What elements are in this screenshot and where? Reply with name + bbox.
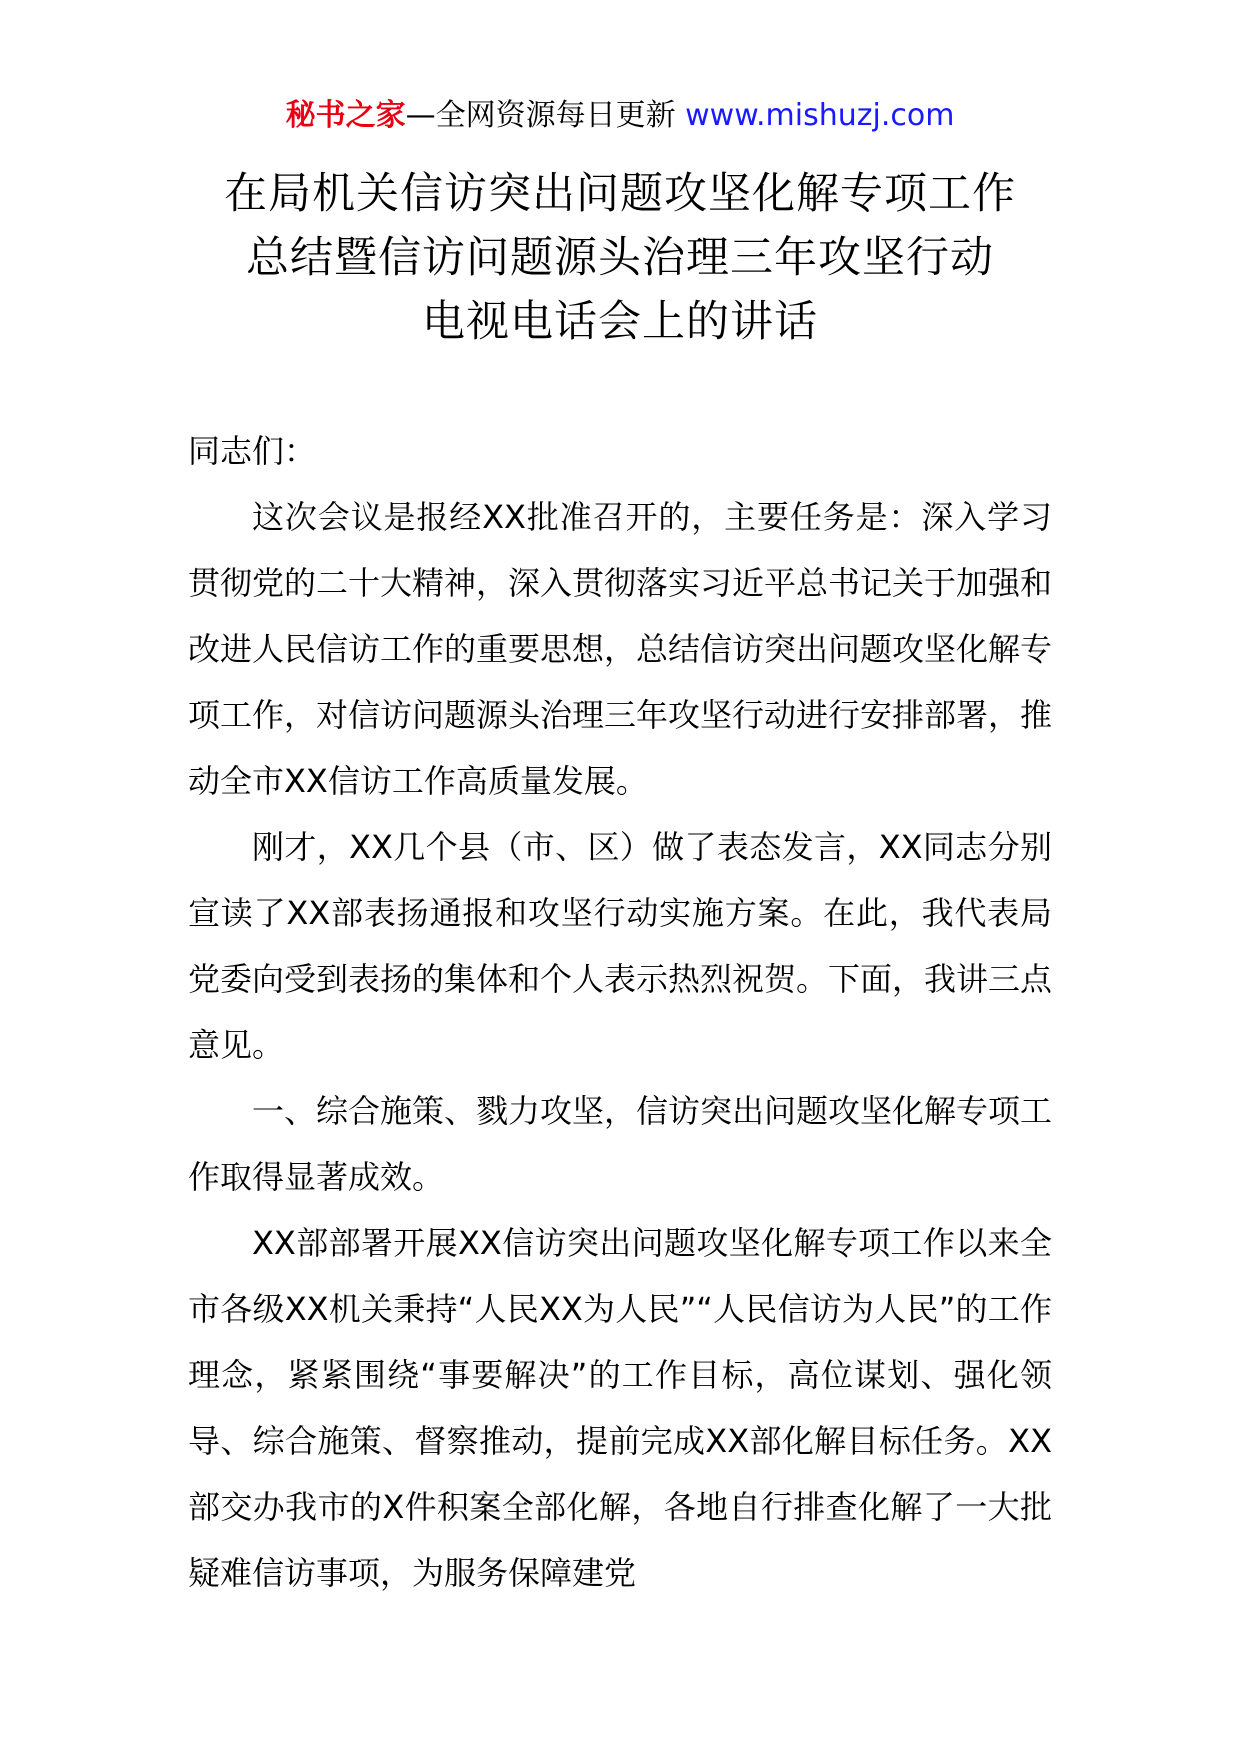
title-line-2: 总结暨信访问题源头治理三年攻坚行动	[246, 233, 994, 283]
title-line-3: 电视电话会上的讲话	[422, 297, 818, 347]
section-heading-1: 一、综合施策、戮力攻坚，信访突出问题攻坚化解专项工作取得显著成效。	[188, 1092, 1053, 1196]
paragraph-1: 这次会议是报经XX批准召开的，主要任务是：深入学习贯彻党的二十大精神，深入贯彻落实习近平总书记关于加强和改进人民信访工作的重要思想，总结信访突出问题攻坚化解专项工作，对信访问题源头治理三年攻坚行动进行安排部署，推动全市XX信访工作高质量发展。	[188, 498, 1053, 800]
title-line-1: 在局机关信访突出问题攻坚化解专项工作	[224, 169, 1016, 219]
greeting: 同志们：	[188, 432, 317, 470]
document-title	[0, 162, 1240, 354]
header-tagline: —全网资源每日更新	[405, 98, 676, 133]
website-link[interactable]: www.mishuzj.com	[685, 98, 955, 133]
document-body	[188, 418, 1052, 1606]
brand-name: 秘书之家	[285, 98, 406, 133]
paragraph-3: XX部部署开展XX信访突出问题攻坚化解专项工作以来全市各级XX机关秉持“人民XX为人民”“人民信访为人民”的工作理念，紧紧围绕“事要解决”的工作目标，高位谋划、强化领导、综合施策、督察推动，提前完成XX部化解目标任务。XX部交办我市的X件积案全部化解，各地自行排查化解了一大批疑难信访事项，为服务保障建党	[188, 1224, 1052, 1592]
site-header	[0, 96, 1240, 136]
paragraph-2: 刚才，XX几个县（市、区）做了表态发言，XX同志分别宣读了XX部表扬通报和攻坚行动实施方案。在此，我代表局党委向受到表扬的集体和个人表示热烈祝贺。下面，我讲三点意见。	[188, 828, 1053, 1064]
